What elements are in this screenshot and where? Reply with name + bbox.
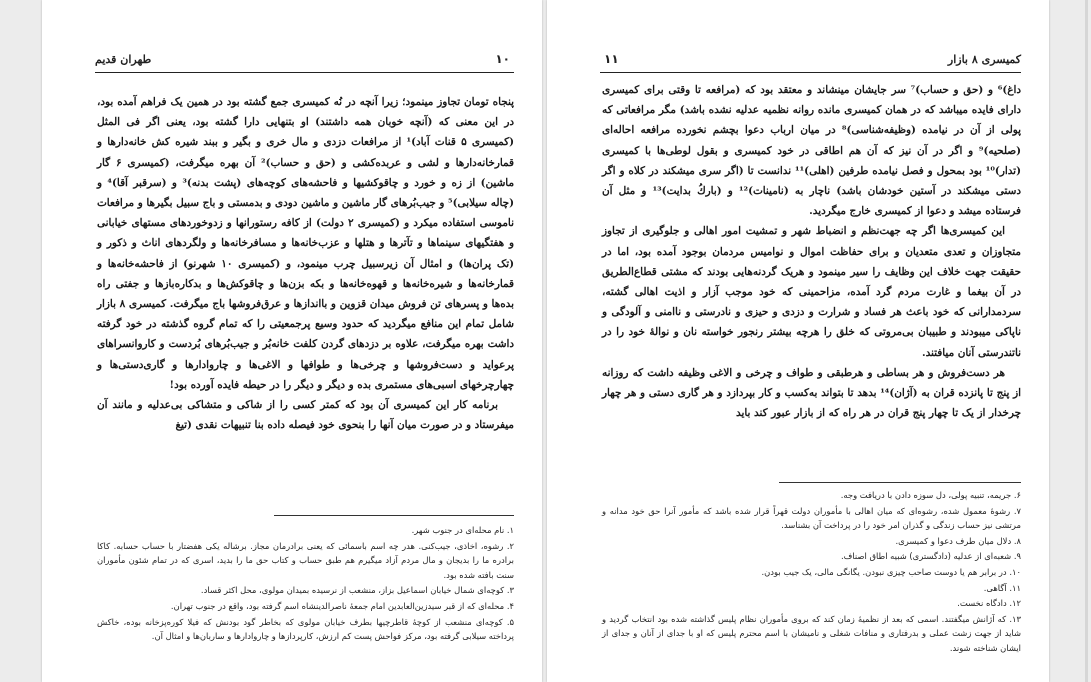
footnote: ۱۳. که آژانش میگفتند. اسمی که بعد از نظمیهٔ زمان کند که بروی مأموران نظام پلیس گذاشته شده بود انتخاب گردید و شاید از جهت زشت عملی و بدرفتاری و منافات شغلی و نامیشان با اسم محترم پلیس که او با جدای از آنان و جدای از ایشان شناخته شوند. xyxy=(602,613,1021,653)
page-header xyxy=(95,48,514,73)
paragraph: هر دست‌فروش و هر بساطی و هرطبقی و طواف و چرخی و الاغی وظیفه داشت که روزانه از پنج تا پانزده قران به (آژان)¹⁴ بدهد تا بتواند به‌کسب و کار بپردازد و هر گاری دستی و هر چهار چرخدار از یک تا چهار پنج قران در هر راه که از بازار عبور کند باید xyxy=(602,366,1021,420)
footnotes xyxy=(602,488,1021,657)
left-page xyxy=(42,0,542,682)
right-page xyxy=(547,0,1049,682)
footnote-divider xyxy=(274,515,514,516)
paragraph: این کمیسری‌ها اگر چه جهت‌نظم و انضباط شهر و تمشیت امور اهالی و جلوگیری از تجاوز متجاوزان و تعدی متعدیان و برای حفاظت اموال و نوامیس مردمان بوجود آمده بود، اما در حقیقت جهت خلاف این وظایف را سیر مینمود و هریک گردنه‌هایی بودند که مشتی قطاع‌الطریق در آن بیغما و غارت مردم گرد آمده، مزاحمینی که خود موجب آزار و اذیت اهالی گشته، سردمدارانی که خود باعث هر فساد و شرارت و دزدی و حیزی و نادرستی و ناامنی و آلودگی و ناپاکی میبودند و طبیبان بی‌مروتی که خلق را هرچه بیشتر رنجور خواسته نان و نوالهٔ خود را در ناتندرستی آنان میافتند. xyxy=(602,225,1021,359)
footnote: ۶. جریمه، تنبیه پولی، دل سوزه دادن با دریافت وجه. xyxy=(840,490,1021,500)
body-text xyxy=(602,80,1021,423)
footnote: ۸. دلال میان طرف دعوا و کمیسری. xyxy=(895,535,1021,546)
footnote: ۳. کوچه‌ای شمال خیابان اسماعیل بزاز، منشعب از نرسیده بمیدان مولوی، محل اکثر قساد. xyxy=(200,585,514,596)
footnote: ۲. رشوه، اخاذی، جیب‌کنی. هدر چه اسم باسمائی که یعنی برادرمان مجاز. برشاله یکی هفضتار با حساب حسابه. کاکا برادره ما را بدیجان و مال مردم آزاد میگیرم هم طبق حساب و کتاب حق ما را بدید، اسری که در تمام شئون مأموران سنت بافته شده بود. xyxy=(97,540,514,580)
page-header xyxy=(600,48,1021,73)
page-number: ۱۰ xyxy=(495,52,510,66)
paragraph: برنامه کار این کمیسری آن بود که کمتر کسی را از شاکی و متشاکی بی‌عدلیه و مانند آن میفرستاد و در صورت میان آنها را بنحوی خود فیصله داده بنا تنبیهات نقدی (تیغ xyxy=(97,399,514,432)
footnote-divider xyxy=(779,482,1021,483)
running-title: کمیسری ۸ بازار xyxy=(947,53,1021,66)
footnote: ۵. کوچه‌ای منشعب از کوچهٔ قاطرچیها بطرف خیابان مولوی که بخاطر گود بودنش که فیلا کوره‌پزخانه بوده، خاکش پرداخته سیلابی گرفته بود، مرکز فواحش پست کم ارزش، کارپرداز‌ها و چاروادارها و ساربان‌ها و امثال آن. xyxy=(97,616,514,642)
paragraph: پنجاه تومان تجاوز مینمود؛ زیرا آنچه در نُه کمیسری جمع گشته بود در همین یک فراهم آمده بود، در این معنی که (آنچه خوبان همه داشتند) او بتنهایی دارا گشته بود، یعنی اگر فی المثل (کمیسری ۵ قنات آباد)¹ از مرافعات دزدی و مال خری و بگیر و ببند شیره کش خانه‌دارها و قمارخانه‌دارها و لشی و عربده‌کشی و (حق و حساب)² آن بهره میگرفت، (کمیسری ۶ گار ماشین) از زه و خورد و چاقوکشیها و فاحشه‌های کوچه‌های (پشت بدنه)³ و (سرقبر آقا)⁴ و (چاله سیلابی)⁵ و جیب‌بُرهای گار ماشین و ماشین دودی و بدمستی و باج سبیل بگیرها و مرافعات ناموسی استفاده میکرد و (کمیسری ۲ دولت) از کافه رستورانها و زدوخوردهای مستهای خیابانی و هفتگیهای سینماها و تآترها و هتلها و عزب‌خانه‌ها و مسافرخانه‌ها و ولگردهای اناث و ذکور و (تک پران‌ها) و امثال آن زیرسبیل چرب مینمود، و (کمیسری ۱۰ شهرنو) از فاحشه‌خانه‌ها و قمارخانه‌ها و شیره‌خانه‌ها و قهوه‌خانه‌ها و بکه بزن‌ها و چاقوکش‌ها و بدکاره‌بازها و جفتی راه بده‌ها و پسرهای تن فروش میدان قزوین و باانداز‌ها و عرق‌فروشها باج میگرفت. کمیسری ۸ بازار شامل تمام این منافع میگردید که حدود وسیع پرجمعیتی را که تمام گروه گذشته در خود گرفته داشت بهره میگرفت، علاوه بر دزدهای گردن کلفت خانه‌بُر و جیب‌بُرهای بُردست و کاروانسراهای پرعواید و دست‌فروشها و چرخی‌ها و طوافها و الاغی‌ها و چاروادارها و گاری‌دستی‌ها و چهارچرخهای اسبی‌های مستمری بده و دیگر و دیگر را در حیطه فایده آورده بود! xyxy=(97,96,515,391)
footnote: ۷. رشوهٔ معمول شده، رشوه‌ای که میان اهالی با مأموران دولت قهراً قرار شده باشد که مأمور آنرا حق خود مدانه و مرتشی نیز حساب زندگی و گذران امر خود را در پرداخت آن بشناسد. xyxy=(602,505,1021,531)
footnote: ۴. محله‌ای که از قبر سیدزین‌العابدین امام جمعهٔ ناصرالدینشاه اسم گرفته بود، واقع در جنوب تهران. xyxy=(170,600,514,611)
footnote: ۱. نام محله‌ای در جنوب شهر. xyxy=(411,525,514,535)
footnote: ۹. شعبه‌ای از عدلیه (دادگستری) شبیه اطاق اصناف. xyxy=(840,551,1021,562)
footnote: ۱۲. دادگاه نخست. xyxy=(957,598,1021,609)
body-text xyxy=(97,92,514,435)
footnote: ۱۱. آگاهی. xyxy=(983,582,1021,593)
running-title: طهران قدیم xyxy=(95,53,152,66)
page-number: ۱۱ xyxy=(604,52,619,66)
footnote: ۱۰. در برابر هم یا دوست صاحب چیزی نبودن. یگانگی مالی، یک جیب بودن. xyxy=(761,566,1021,577)
paragraph: داغ)⁶ و (حق و حساب)⁷ سر جایشان مینشاند و معتقد بود که (مرافعه تا وقتی برای کمیسری دارای فایده میباشد که در همان کمیسری مانده روانه نظمیه عدلیه نشده باشد) مگر مرافعاتی که پولی از آن در نیامده (وظیفه‌شناسی)⁸ در میان ارباب دعوا بچشم نخورده مرافعه احاله‌ای (صلحیه)⁹ و اگر در آن نیز که آن هم اطاقی در خود کمیسری و بقول لوطی‌ها با کمیسری (تدار)¹⁰ بود بمحول و فصل نیامده طرفین (اهلی)¹¹ ندانست تا (اگر سری میشکند در کلاه و اگر دستی میشکند در آستین خودشان باشد) ناچار به (نامینات)¹² و (باركُ بدایت)¹³ و مثل آن فرستاده میشد و دعوا از کمیسری خارج میگردید. xyxy=(602,84,1022,218)
viewer-scrollbar[interactable] xyxy=(1085,0,1088,682)
footnotes xyxy=(97,523,514,645)
